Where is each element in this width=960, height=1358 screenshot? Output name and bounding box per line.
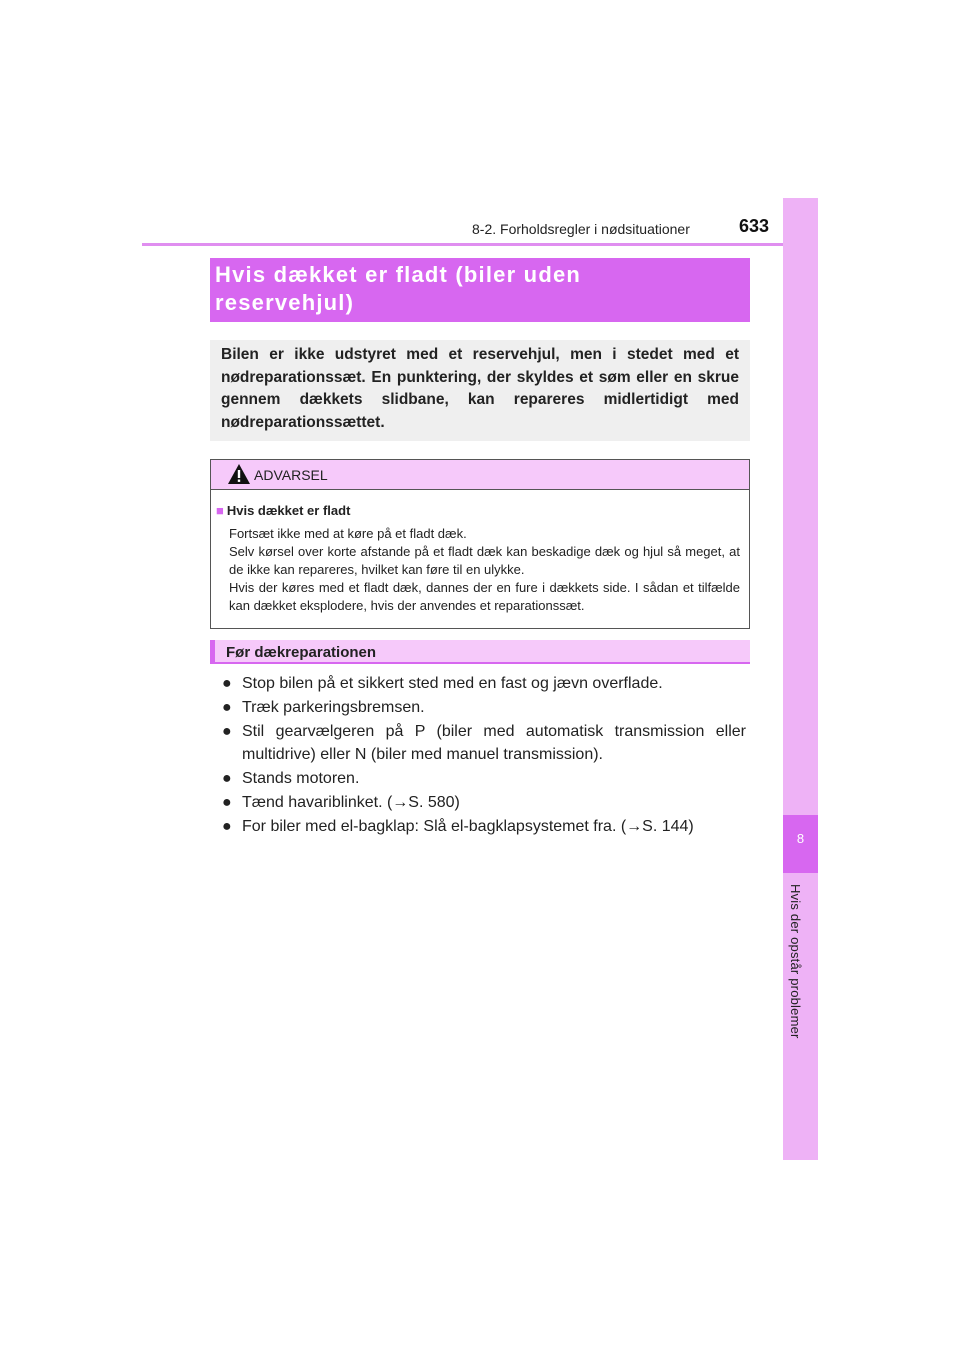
- list-item: ● Stands motoren.: [222, 767, 746, 790]
- warning-triangle-icon: [227, 463, 251, 485]
- page-title: [215, 261, 735, 317]
- list-item: ● Træk parkeringsbremsen.: [222, 696, 746, 719]
- warning-header: [211, 460, 749, 490]
- warning-subheading-text: Hvis dækket er fladt: [226, 503, 351, 518]
- intro-text: Bilen er ikke udstyret med et reservehjul, men i stedet med et nødreparationssæt. En punktering, der skyldes et søm eller en skrue gennem dækkets slidbane, kan repareres midlertidigt med nødreparationssættet.: [221, 346, 739, 431]
- list-item: ● Tænd havariblinket. (→S. 580): [222, 791, 746, 814]
- before-repair-heading: Før dækreparationen: [226, 644, 377, 661]
- page-title-line2: reservehjul): [215, 290, 355, 315]
- side-chapter-title: Hvis der opstår problemer: [788, 884, 803, 1039]
- before-repair-steps: [222, 672, 746, 839]
- list-item: ● Stop bilen på et sikkert sted med en fast og jævn overflade.: [222, 672, 746, 695]
- square-bullet-icon: ■: [216, 503, 224, 518]
- before-repair-banner: [210, 640, 750, 664]
- bullet-icon: ●: [222, 699, 232, 716]
- page-title-line1: Hvis dækket er fladt (biler uden: [215, 262, 582, 287]
- list-item: ● For biler med el-bagklap: Slå el-bagklapsystemet fra. (→S. 144): [222, 815, 746, 838]
- list-item: ● Stil gearvælgeren på P (biler med automatisk transmission eller multidrive) eller N (biler med manuel transmission).: [222, 720, 746, 766]
- warning-label: ADVARSEL: [254, 467, 328, 483]
- warning-paragraph: Fortsæt ikke med at køre på et fladt dæk.: [229, 526, 467, 541]
- bullet-icon: ●: [222, 818, 232, 835]
- section-label: 8-2. Forholdsregler i nødsituationer: [472, 221, 690, 237]
- bullet-icon: ●: [222, 794, 232, 811]
- page-number: 633: [739, 216, 770, 236]
- warning-paragraph: Selv kørsel over korte afstande på et fladt dæk kan beskadige dæk og hjul så meget, at de ikke kan repareres, hvilket kan føre til en ulykke.: [229, 544, 740, 577]
- warning-subheading: [216, 503, 350, 518]
- side-chapter-number: 8: [796, 831, 805, 846]
- warning-paragraph: Hvis der køres med et fladt dæk, dannes der en fure i dækkets side. I sådan et tilfælde kan dækket eksplodere, hvis der anvendes et reparationssæt.: [229, 580, 740, 613]
- bullet-icon: ●: [222, 675, 232, 692]
- header-rule: [142, 243, 818, 246]
- warning-box: [210, 459, 750, 629]
- bullet-icon: ●: [222, 723, 232, 740]
- warning-body: [229, 525, 740, 615]
- bullet-icon: ●: [222, 770, 232, 787]
